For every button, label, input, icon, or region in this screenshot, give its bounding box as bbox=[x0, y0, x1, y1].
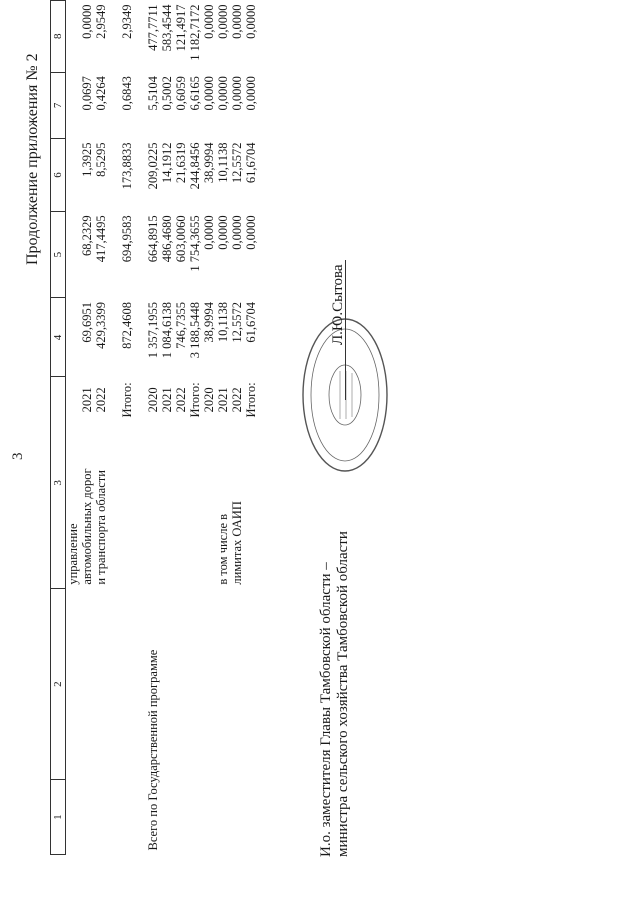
executor-line-1: управление bbox=[66, 523, 80, 585]
value-cell: 12,5572 bbox=[230, 301, 244, 343]
table-row bbox=[66, 1, 81, 855]
value-cell: 1 084,6138 bbox=[160, 301, 174, 359]
value-cell: 1,3925 bbox=[80, 142, 94, 177]
table-row bbox=[244, 1, 258, 855]
value-cell: 3 188,5448 bbox=[188, 301, 202, 359]
value-cell: 0,0000 bbox=[216, 4, 230, 39]
table-row bbox=[188, 1, 202, 855]
col-header-4: 4 bbox=[51, 298, 66, 377]
budget-table bbox=[50, 0, 258, 855]
value-cell: 38,9994 bbox=[202, 301, 216, 343]
oaip-label-line-2: лимитах ОАИП bbox=[230, 501, 244, 585]
value-cell: 69,6951 bbox=[80, 301, 94, 343]
value-cell: 664,8915 bbox=[146, 215, 160, 263]
header-row bbox=[51, 1, 66, 855]
value-cell: 10,1138 bbox=[216, 142, 230, 183]
value-cell: 1 182,7172 bbox=[188, 4, 202, 61]
col-header-6: 6 bbox=[51, 139, 66, 212]
table-row bbox=[230, 1, 244, 855]
value-cell: 0,0000 bbox=[244, 76, 258, 111]
value-cell: 477,7711 bbox=[146, 4, 160, 51]
table-row bbox=[94, 1, 108, 855]
value-cell: 0,0697 bbox=[80, 76, 94, 111]
value-cell: 0,0000 bbox=[80, 4, 94, 39]
year-cell: 2021 bbox=[80, 387, 94, 413]
program-total-title: Всего по Государственной программе bbox=[146, 649, 160, 851]
value-cell: 173,8833 bbox=[120, 142, 134, 190]
col-header-1: 1 bbox=[51, 780, 66, 855]
oaip-label-line-1: в том числе в bbox=[216, 513, 230, 585]
value-cell: 244,8456 bbox=[188, 142, 202, 190]
value-cell: 0,0000 bbox=[230, 76, 244, 111]
value-cell: 746,7355 bbox=[174, 301, 188, 349]
appendix-label: Продолжение приложения № 2 bbox=[24, 53, 41, 265]
col-header-5: 5 bbox=[51, 211, 66, 298]
year-cell: 2020 bbox=[146, 387, 160, 413]
year-cell: Итого: bbox=[188, 382, 202, 418]
value-cell: 12,5572 bbox=[230, 142, 244, 184]
year-cell: 2022 bbox=[174, 387, 188, 413]
value-cell: 872,4608 bbox=[120, 301, 134, 349]
year-cell: 2021 bbox=[160, 387, 174, 413]
value-cell: 0,0000 bbox=[202, 215, 216, 250]
value-cell: 61,6704 bbox=[244, 301, 258, 343]
executor-line-3: и транспорта области bbox=[94, 470, 108, 585]
value-cell: 0,0000 bbox=[244, 4, 258, 39]
table-row bbox=[202, 1, 216, 855]
value-cell: 0,0000 bbox=[244, 215, 258, 250]
year-cell: 2022 bbox=[94, 387, 108, 413]
value-cell: 0,0000 bbox=[202, 76, 216, 111]
col-header-7: 7 bbox=[51, 72, 66, 138]
value-cell: 0,5002 bbox=[160, 76, 174, 111]
year-cell: 2021 bbox=[216, 387, 230, 413]
signatory-title-line-2: министра сельского хозяйства Тамбовской области bbox=[335, 531, 351, 857]
table-row bbox=[120, 1, 134, 855]
year-cell: Итого: bbox=[244, 382, 258, 418]
value-cell: 0,0000 bbox=[216, 215, 230, 250]
value-cell: 8,5295 bbox=[94, 142, 108, 177]
value-cell: 0,0000 bbox=[230, 215, 244, 250]
executor-line-2: автомобильных дорог bbox=[80, 468, 94, 585]
value-cell: 694,9583 bbox=[120, 215, 134, 263]
value-cell: 0,4264 bbox=[94, 76, 108, 111]
value-cell: 429,3399 bbox=[94, 301, 108, 349]
value-cell: 61,6704 bbox=[244, 142, 258, 184]
value-cell: 1 357,1955 bbox=[146, 301, 160, 359]
col-header-8: 8 bbox=[51, 1, 66, 73]
value-cell: 486,4680 bbox=[160, 215, 174, 263]
value-cell: 38,9994 bbox=[202, 142, 216, 184]
value-cell: 6,6165 bbox=[188, 76, 202, 111]
value-cell: 2,9349 bbox=[120, 4, 134, 39]
value-cell: 417,4495 bbox=[94, 215, 108, 263]
signatory-title-line-1: И.о. заместителя Главы Тамбовской области – bbox=[318, 562, 334, 857]
value-cell: 0,6059 bbox=[174, 76, 188, 111]
year-cell: 2020 bbox=[202, 387, 216, 413]
table-row bbox=[80, 1, 94, 855]
value-cell: 0,6843 bbox=[120, 76, 134, 111]
value-cell: 0,0000 bbox=[230, 4, 244, 39]
year-cell: 2022 bbox=[230, 387, 244, 413]
value-cell: 14,1912 bbox=[160, 142, 174, 184]
value-cell: 10,1138 bbox=[216, 301, 230, 343]
value-cell: 209,0225 bbox=[146, 142, 160, 190]
value-cell: 1 754,3655 bbox=[188, 215, 202, 272]
value-cell: 0,0000 bbox=[202, 4, 216, 39]
page-number: 3 bbox=[10, 452, 26, 460]
table-row bbox=[216, 1, 230, 855]
signatory-name: Л.Ю.Сытова bbox=[330, 264, 346, 345]
value-cell: 583,4544 bbox=[160, 4, 174, 52]
value-cell: 5,5104 bbox=[146, 76, 160, 111]
year-cell: Итого: bbox=[120, 382, 134, 418]
table-row bbox=[174, 1, 188, 855]
value-cell: 0,0000 bbox=[216, 76, 230, 111]
value-cell: 121,4917 bbox=[174, 4, 188, 52]
value-cell: 603,0060 bbox=[174, 215, 188, 263]
table-row bbox=[146, 1, 160, 855]
col-header-2: 2 bbox=[51, 589, 66, 780]
col-header-3: 3 bbox=[51, 377, 66, 589]
table-row bbox=[160, 1, 174, 855]
value-cell: 21,6319 bbox=[174, 142, 188, 184]
value-cell: 68,2329 bbox=[80, 215, 94, 257]
value-cell: 2,9549 bbox=[94, 4, 108, 39]
